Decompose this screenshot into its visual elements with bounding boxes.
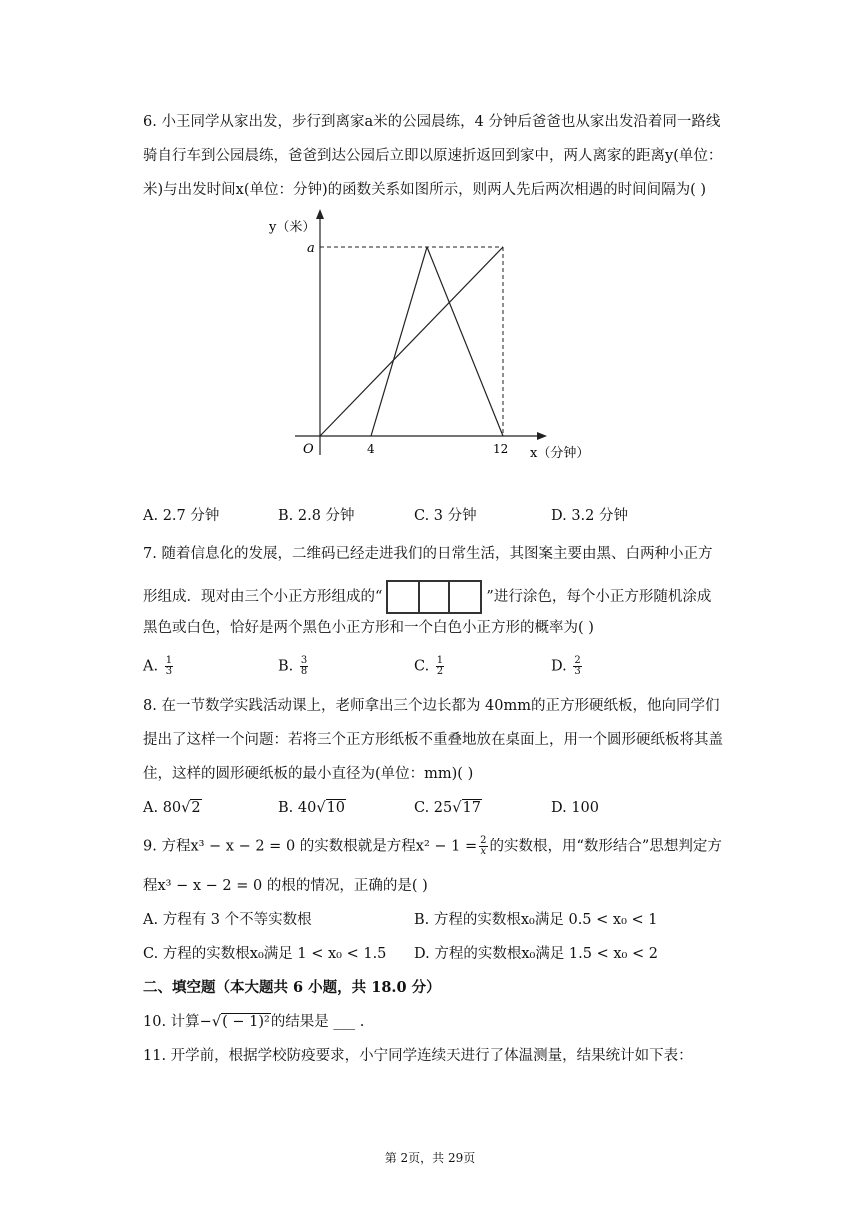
q6-option-c: C. 3 分钟 [414, 508, 477, 524]
q6-function-graph [265, 205, 595, 465]
q7-option-c: C. $\frac{1}{2}$ [414, 655, 444, 677]
q8-option-d: D. 100 [551, 800, 600, 816]
x-axis-arrow [537, 432, 547, 440]
q6-option-b: B. 2.8 分钟 [278, 508, 355, 524]
y-axis-arrow [316, 209, 324, 219]
q6-line-1: 6. 小王同学从家出发，步行到离家a米的公园晨练，4 分钟后爸爸也从家出发沿着同一路线 [143, 114, 721, 130]
q7-option-a: A. $\frac{1}{3}$ [143, 655, 173, 677]
q8-line-2: 提出了这样一个问题：若将三个正方形纸板不重叠地放在桌面上，用一个圆形硬纸板将其盖 [143, 732, 723, 748]
q8-option-b: B. 40√10 [278, 800, 346, 816]
son-line [320, 247, 503, 436]
fraction: $\frac{3}{8}$ [300, 655, 308, 677]
page-footer: 第 2页，共 29页 [384, 1151, 476, 1165]
q7-line-2-end: ”进行涂色，每个小正方形随机涂成 [486, 589, 712, 605]
x-tick-4: 4 [367, 442, 375, 456]
section-heading-fill-blank: 二、填空题（本大题共 6 小题，共 18.0 分） [143, 979, 441, 996]
q8-option-c: C. 25√17 [414, 800, 481, 816]
q7-line-2 [143, 580, 711, 614]
three-squares-figure [386, 580, 482, 614]
q8-line-1: 8. 在一节数学实践活动课上，老师拿出三个边长都为 40mm的正方形硬纸板，他向同学们 [143, 698, 720, 714]
q6-option-d: D. 3.2 分钟 [551, 508, 628, 524]
q11-line: 11. 开学前，根据学校防疫要求，小宁同学连续天进行了体温测量，结果统计如下表： [143, 1048, 693, 1064]
father-line-out [371, 247, 427, 436]
q7-option-d: D. $\frac{2}{3}$ [551, 655, 581, 677]
q9-option-c: C. 方程的实数根x₀满足 1 < x₀ < 1.5 [143, 946, 387, 962]
origin-label: O [303, 442, 314, 457]
q6-option-a: A. 2.7 分钟 [143, 508, 220, 524]
fraction: $\frac{1}{2}$ [436, 655, 444, 677]
x-axis-label: x（分钟） [530, 446, 590, 461]
a-label: a [307, 241, 315, 256]
q7-line-1: 7. 随着信息化的发展，二维码已经走进我们的日常生活，其图案主要由黑、白两种小正方 [143, 546, 713, 562]
q7-line-2-start: 形组成．现对由三个小正方形组成的“ [143, 589, 383, 605]
q9-option-d: D. 方程的实数根x₀满足 1.5 < x₀ < 2 [414, 946, 658, 962]
q6-line-3: 米)与出发时间x(单位：分钟)的函数关系如图所示，则两人先后两次相遇的时间间隔为( ) [143, 182, 707, 198]
x-tick-12: 12 [493, 442, 509, 456]
father-line-back [427, 247, 503, 436]
y-axis-label: y（米） [269, 220, 316, 235]
fraction: $\frac{2}{3}$ [574, 655, 581, 677]
q8-line-3: 住，这样的圆形硬纸板的最小直径为(单位：mm)( ) [143, 766, 474, 782]
q7-option-b: B. $\frac{3}{8}$ [278, 655, 308, 677]
q9-line-2: 程x³ − x − 2 = 0 的根的情况，正确的是( ) [143, 878, 428, 894]
q9-line-1: 9. 方程x³ − x − 2 = 0 的实数根就是方程x² − 1 = $\frac{2}{x}$ 的实数根，用“数形结合”思想判定方 [143, 835, 722, 857]
q9-option-a: A. 方程有 3 个不等实数根 [143, 912, 312, 928]
fraction: $\frac{2}{x}$ [480, 835, 487, 857]
q8-option-a: A. 80√2 [143, 800, 201, 816]
q10-line: 10. 计算−√( − 1)²的结果是 ___ . [143, 1014, 365, 1030]
fraction: $\frac{1}{3}$ [165, 655, 173, 677]
q9-option-b: B. 方程的实数根x₀满足 0.5 < x₀ < 1 [414, 912, 658, 928]
q6-line-2: 骑自行车到公园晨练，爸爸到达公园后立即以原速折返回到家中，两人离家的距离y(单位： [143, 148, 723, 164]
q7-line-3: 黑色或白色，恰好是两个黑色小正方形和一个白色小正方形的概率为( ) [143, 620, 594, 636]
